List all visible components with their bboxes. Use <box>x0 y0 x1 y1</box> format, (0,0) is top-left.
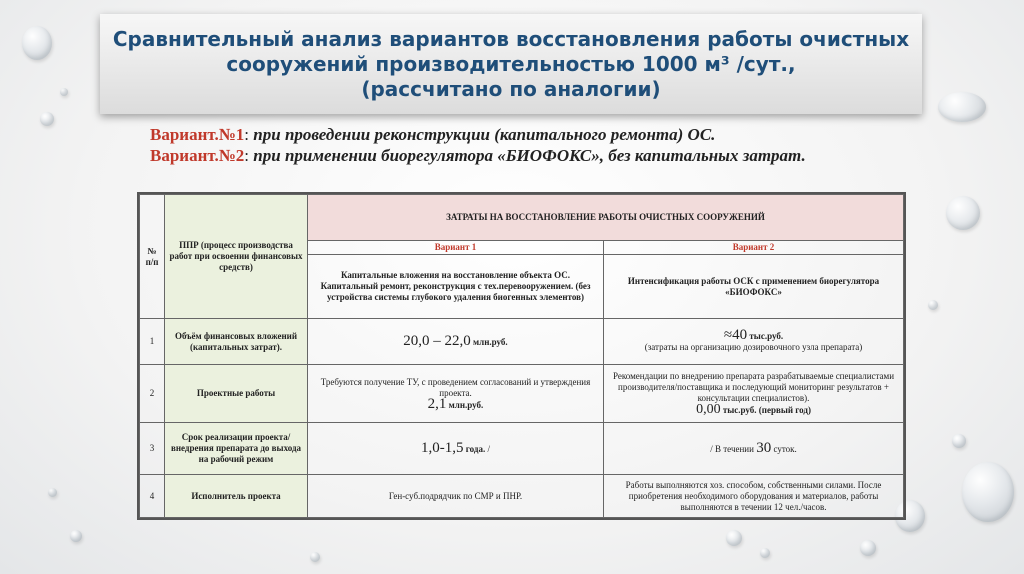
row-num: 3 <box>140 423 165 475</box>
variant-1-line: Вариант.№1: при проведении реконструкции (капитального ремонта) ОС. <box>150 125 716 144</box>
row-1-v1-value: 20,0 – 22,0 <box>403 332 471 349</box>
row-label: Проектные работы <box>165 365 308 423</box>
row-2-v2-note: Рекомендации по внедрению препарата разрабатываемые специалистами производителя/поставщика и последующий мониторинг результатов + консультации специалистов). <box>612 371 895 403</box>
header-variant-1-desc: Капитальные вложения на восстановление объекта ОС. Капитальный ремонт, реконструкция с тех.перевооружением. (без устройства системы глубокого удаления биогенных элементов) <box>308 255 604 319</box>
variant-2-name: Вариант.№2 <box>150 146 245 165</box>
variants-description <box>150 124 910 166</box>
water-drop-decoration <box>760 548 770 558</box>
water-drop-decoration <box>70 530 82 542</box>
slide-title <box>100 14 922 114</box>
row-3-v2-prefix: / <box>710 443 713 454</box>
row-1-v2-unit: тыс.руб. <box>749 331 784 341</box>
water-drop-decoration <box>946 196 980 230</box>
water-drop-decoration <box>22 26 52 60</box>
row-variant-1: Ген-суб.подрядчик по СМР и ПНР. <box>308 475 604 518</box>
variant-1-text: при проведении реконструкции (капитального ремонта) ОС. <box>253 125 716 144</box>
title-line-1: Сравнительный анализ вариантов восстановления работы очистных <box>112 26 910 51</box>
row-3-v2-value: 30 <box>756 439 772 456</box>
row-2-v2-value: 0,00 <box>696 402 721 417</box>
row-3-v1-slash: / <box>487 443 490 454</box>
row-2-v1-value: 2,1 <box>427 395 447 412</box>
water-drop-decoration <box>952 434 966 448</box>
table-row <box>140 423 904 475</box>
row-1-v2-value: ≈40 <box>723 327 748 343</box>
water-drop-decoration <box>928 300 938 310</box>
water-drop-decoration <box>938 92 986 122</box>
header-num: № п/п <box>140 195 165 319</box>
row-num: 1 <box>140 319 165 365</box>
water-drop-decoration <box>962 462 1014 522</box>
row-3-v1-unit: года. <box>465 443 486 454</box>
title-line-3: (рассчитано по аналогии) <box>361 76 661 101</box>
header-variant-2: Вариант 2 <box>604 241 904 255</box>
comparison-table <box>139 194 904 518</box>
table-row <box>140 365 904 423</box>
row-variant-1 <box>308 423 604 475</box>
row-2-v2-unit: тыс.руб. <box>722 405 757 415</box>
water-drop-decoration <box>40 112 54 126</box>
row-3-v2-text: В течении <box>715 443 754 454</box>
variant-2-line: Вариант.№2: при применении биорегулятора «БИОФОКС», без капитальных затрат. <box>150 146 806 165</box>
water-drop-decoration <box>860 540 876 556</box>
water-drop-decoration <box>310 552 320 562</box>
row-2-v1-note: Требуются получение ТУ, с проведением согласований и утверждения проекта. <box>320 376 591 398</box>
header-variant-1: Вариант 1 <box>308 241 604 255</box>
variant-1-name: Вариант.№1 <box>150 125 245 144</box>
water-drop-decoration <box>60 88 68 96</box>
row-2-v2-suffix: (первый год) <box>758 405 811 415</box>
row-num: 4 <box>140 475 165 518</box>
row-3-v1-value: 1,0-1,5 <box>421 439 464 456</box>
row-variant-2: Работы выполняются хоз. способом, собственными силами. После приобретения необходимого оборудования и материалов, работы выполняются в течении 12 чел./часов. <box>604 475 904 518</box>
table-row <box>140 475 904 518</box>
row-variant-2 <box>604 423 904 475</box>
row-1-v1-unit: млн.руб. <box>473 336 508 347</box>
row-3-v2-unit: суток. <box>773 443 797 454</box>
header-ppr: ППР (процесс производства работ при освоении финансовых средств) <box>165 195 308 319</box>
row-variant-1 <box>308 365 604 423</box>
row-variant-2 <box>604 365 904 423</box>
row-1-v2-note: (затраты на организацию дозировочного узла препарата) <box>644 342 863 352</box>
variant-2-text: при применении биорегулятора «БИОФОКС», без капитальных затрат. <box>253 146 806 165</box>
row-num: 2 <box>140 365 165 423</box>
table-row <box>140 319 904 365</box>
row-2-v1-unit: млн.руб. <box>448 399 484 410</box>
row-label: Объём финансовых вложений (капитальных затрат). <box>165 319 308 365</box>
row-variant-1 <box>308 319 604 365</box>
water-drop-decoration <box>48 488 57 497</box>
row-variant-2 <box>604 319 904 365</box>
water-drop-decoration <box>726 530 742 546</box>
row-label: Срок реализации проекта/внедрения препарата до выхода на рабочий режим <box>165 423 308 475</box>
header-costs: ЗАТРАТЫ НА ВОССТАНОВЛЕНИЕ РАБОТЫ ОЧИСТНЫХ СООРУЖЕНИЙ <box>308 195 904 241</box>
title-line-2: сооружений производительностью 1000 м³ /сут., <box>226 51 796 76</box>
header-variant-2-desc: Интенсификация работы ОСК с применением биорегулятора «БИОФОКС» <box>604 255 904 319</box>
row-label: Исполнитель проекта <box>165 475 308 518</box>
